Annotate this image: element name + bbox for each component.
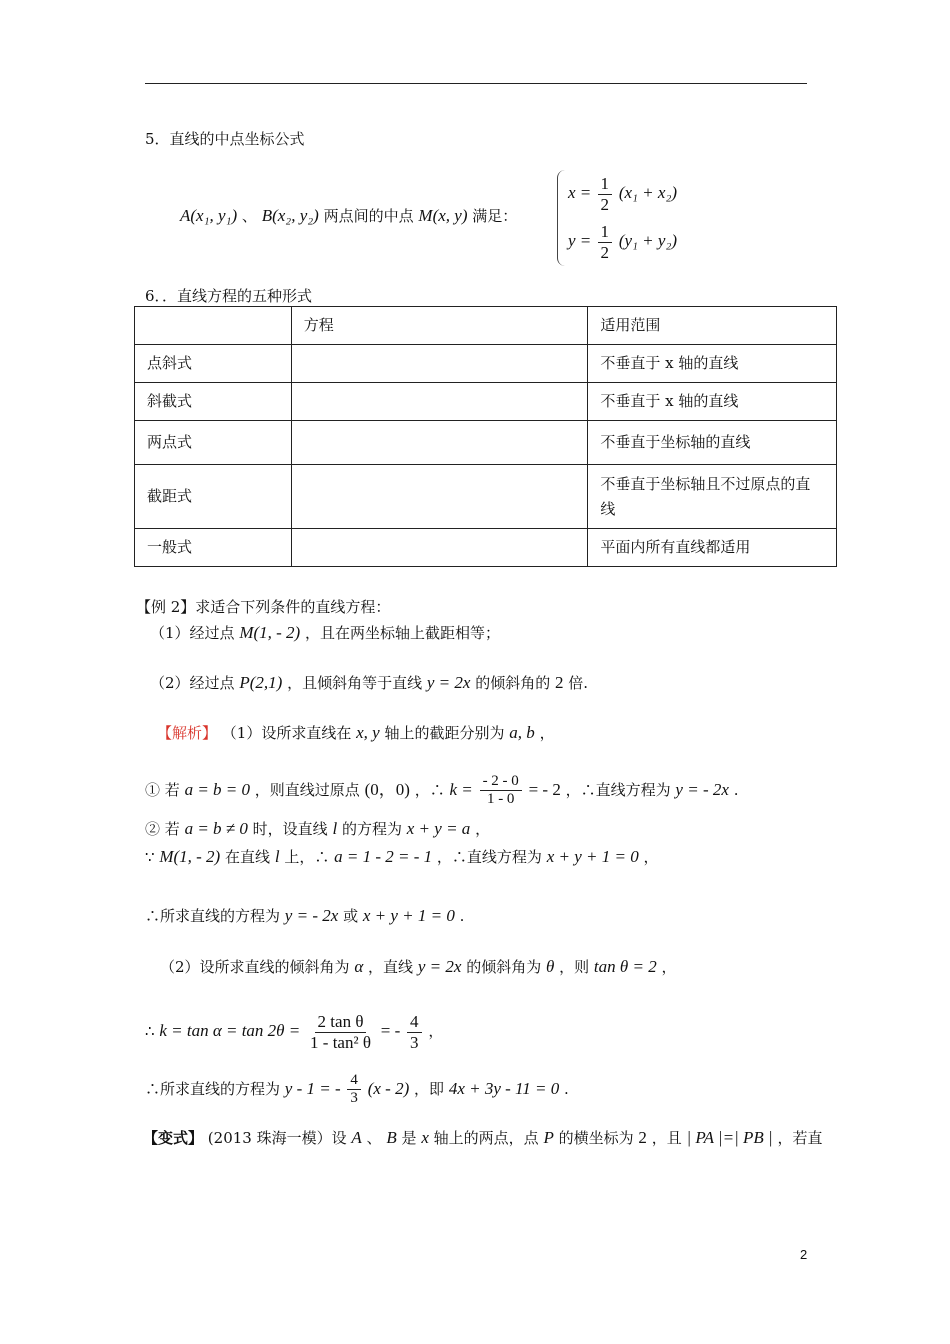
form-equation — [291, 345, 588, 383]
example2-q2 — [150, 672, 588, 693]
midpoint-y-eq — [568, 222, 677, 262]
sol-text: ∵ — [145, 848, 155, 866]
sol-text: ，∴直线方程为 — [565, 780, 671, 799]
slope-fraction — [480, 773, 522, 809]
var-math: 2 — [638, 1128, 647, 1147]
table-header-row — [135, 307, 837, 345]
sol-text: 的倾斜角为 — [466, 958, 542, 976]
sol-math: y = 2x — [417, 957, 462, 976]
midpoint-text: 两点间的中点 — [323, 207, 414, 225]
sol-math: a = b ≠ 0 — [184, 819, 248, 838]
sol-math: x, y — [356, 723, 380, 742]
q2-text: （2）经过点 — [150, 674, 235, 692]
sol-math: x + y = a — [406, 819, 471, 838]
half-fraction — [598, 174, 613, 214]
q1-point: M(1, - 2) — [239, 623, 301, 642]
var-text: 是 — [401, 1129, 417, 1147]
form-scope: 平面内所有直线都适用 — [588, 529, 837, 567]
sol-text: ，则直线过原点 — [254, 780, 360, 799]
result-fraction — [407, 1012, 422, 1052]
sol-math: a = b = 0 — [184, 779, 251, 799]
x-lhs: x = — [568, 183, 596, 203]
sol-text: ， — [661, 958, 677, 976]
sol-text: （2）设所求直线的倾斜角为 — [160, 958, 350, 976]
q2-text-end: 倍. — [568, 674, 589, 692]
form-scope: 不垂直于坐标轴且不过原点的直线 — [588, 465, 837, 529]
sol-math: θ — [545, 957, 555, 976]
frac-num: 4 — [407, 1012, 422, 1033]
sol-text: ， — [539, 724, 555, 742]
frac-num: 1 — [598, 222, 613, 243]
form-equation — [291, 383, 588, 421]
sol-math: l — [332, 819, 338, 838]
sol-text: ，直线 — [368, 958, 414, 976]
sol-text: 或 — [343, 907, 359, 925]
sol-text: ∴所求直线的方程为 — [145, 907, 281, 925]
sol-math: (0，0) — [364, 779, 410, 799]
point-m: M(x, y) — [418, 206, 468, 225]
sol-text: 时，设直线 — [252, 820, 328, 838]
solution-label: 【解析】 — [157, 724, 218, 742]
var-math: P — [543, 1128, 554, 1147]
q2-point: P(2,1) — [239, 673, 283, 692]
table-row — [135, 529, 837, 567]
variant-line — [143, 1127, 823, 1148]
sol-text: 轴上的截距分别为 — [384, 724, 505, 742]
half-fraction — [598, 222, 613, 262]
sol-text: ，∴ — [414, 780, 445, 799]
section6-title: 6．．直线方程的五种形式 — [145, 287, 313, 305]
frac-den: 3 — [410, 1032, 419, 1052]
slope-calc — [145, 1012, 443, 1052]
q1-text-end: ，且在两坐标轴上截距相等； — [305, 624, 501, 642]
sol-math: y = - 2x — [284, 906, 339, 925]
table-row — [135, 383, 837, 421]
line-forms-table — [134, 306, 837, 567]
frac-den: 2 — [600, 242, 610, 262]
midpoint-x-eq — [568, 174, 677, 214]
sol-math: x + y + 1 = 0 — [362, 906, 455, 925]
q1-text: （1）经过点 — [150, 624, 235, 642]
form-name: 斜截式 — [135, 383, 292, 421]
sol-text: . — [564, 1079, 569, 1098]
sol-math: 4x + 3y - 11 = 0 — [448, 1078, 560, 1098]
var-math: B — [386, 1128, 397, 1147]
form-equation — [291, 529, 588, 567]
final-fraction — [347, 1072, 361, 1108]
page-number: 2 — [800, 1247, 808, 1262]
form-equation — [291, 421, 588, 465]
frac-den: 2 — [600, 194, 610, 214]
solution-intro — [157, 722, 555, 743]
section5-title: 5．直线的中点坐标公式 — [145, 130, 305, 148]
sol-text: ∴所求直线的方程为 — [145, 1079, 281, 1098]
q2-line: y = 2x — [426, 673, 471, 692]
double-angle-fraction — [307, 1012, 374, 1052]
frac-num: 2 tan θ — [315, 1012, 367, 1033]
system-brace — [557, 170, 568, 266]
separator: 、 — [241, 207, 257, 225]
point-a: A(x₁, y₁) — [180, 206, 238, 225]
y-rhs: (y₁ + y₂) — [618, 231, 678, 251]
var-text: ，若直 — [777, 1129, 823, 1147]
sol-math: M(1, - 2) — [159, 847, 221, 866]
sol-text: 在直线 — [225, 848, 271, 866]
table-header: 适用范围 — [588, 307, 837, 345]
table-row — [135, 465, 837, 529]
table-header: 方程 — [291, 307, 588, 345]
var-math: | PA |=| PB | — [686, 1128, 773, 1147]
case1-line — [145, 773, 738, 809]
sol-math: a = 1 - 2 = - 1 — [334, 847, 433, 866]
sol-math: k = tan α = tan 2θ = — [159, 1021, 301, 1041]
sol-math: y - 1 = - — [284, 1078, 341, 1098]
var-text: (2013 珠海一模）设 — [207, 1129, 347, 1147]
variant-label: 【变式】 — [143, 1129, 204, 1147]
q2-text: ，且倾斜角等于直线 — [287, 674, 423, 692]
form-name: 截距式 — [135, 465, 292, 529]
frac-den: 1 - tan² θ — [310, 1032, 371, 1052]
sol-math: x + y + 1 = 0 — [546, 847, 639, 866]
point-b: B(x₂, y₂) — [261, 206, 319, 225]
var-math: x — [421, 1128, 429, 1147]
sol-text: . — [459, 907, 465, 925]
var-math: A — [351, 1128, 362, 1147]
form-name: 一般式 — [135, 529, 292, 567]
final-answer — [145, 1072, 569, 1108]
part2-intro — [160, 956, 677, 977]
sol-math: α — [354, 957, 364, 976]
frac-den: 3 — [350, 1090, 358, 1107]
sol-text: ① 若 — [145, 780, 180, 799]
sol-text: ， — [643, 848, 659, 866]
sol-math: a, b — [509, 723, 535, 742]
case-conclusion — [145, 905, 464, 926]
sol-text: ② 若 — [145, 820, 180, 838]
sol-text: ，则 — [559, 958, 590, 976]
sol-text: ， — [475, 820, 491, 838]
form-scope: 不垂直于坐标轴的直线 — [588, 421, 837, 465]
sol-math: k = — [449, 779, 473, 799]
header-rule — [145, 83, 807, 84]
case2-detail — [145, 846, 659, 867]
form-scope: 不垂直于 x 轴的直线 — [588, 345, 837, 383]
q2-factor: 2 — [555, 673, 564, 692]
q2-text: 的倾斜角的 — [475, 674, 551, 692]
var-text: 、 — [366, 1129, 382, 1147]
midpoint-intro — [180, 205, 517, 226]
case2-line — [145, 818, 490, 839]
sol-text: 上，∴ — [284, 848, 330, 866]
form-equation — [291, 465, 588, 529]
example2-q1 — [150, 622, 500, 643]
frac-num: 1 — [598, 174, 613, 195]
form-name: 点斜式 — [135, 345, 292, 383]
sol-text: ，即 — [414, 1079, 445, 1098]
satisfy-text: 满足： — [472, 207, 518, 225]
sol-text: （1）设所求直线在 — [221, 724, 352, 742]
sol-text: . — [733, 780, 739, 799]
table-row — [135, 421, 837, 465]
sol-math: = - — [380, 1021, 401, 1041]
frac-num: - 2 - 0 — [480, 773, 522, 791]
form-scope: 不垂直于 x 轴的直线 — [588, 383, 837, 421]
var-text: ，且 — [651, 1129, 682, 1147]
sol-math: = - 2 — [528, 779, 561, 799]
y-lhs: y = — [568, 231, 596, 251]
var-text: 轴上的两点，点 — [433, 1129, 539, 1147]
sol-text: ，∴直线方程为 — [436, 848, 542, 866]
sol-math: l — [274, 847, 280, 866]
sol-math: (x - 2) — [367, 1078, 410, 1098]
frac-den: 1 - 0 — [486, 791, 515, 808]
frac-num: 4 — [347, 1072, 361, 1090]
example2-title: 【例 2】求适合下列条件的直线方程： — [136, 598, 391, 616]
table-header — [135, 307, 292, 345]
sol-text: ， — [428, 1022, 444, 1041]
sol-math: y = - 2x — [675, 779, 729, 799]
x-rhs: (x₁ + x₂) — [618, 183, 678, 203]
form-name: 两点式 — [135, 421, 292, 465]
sol-text: 的方程为 — [341, 820, 402, 838]
sol-text: ∴ — [145, 1022, 155, 1041]
table-row — [135, 345, 837, 383]
sol-math: tan θ = 2 — [593, 957, 657, 976]
var-text: 的横坐标为 — [558, 1129, 634, 1147]
